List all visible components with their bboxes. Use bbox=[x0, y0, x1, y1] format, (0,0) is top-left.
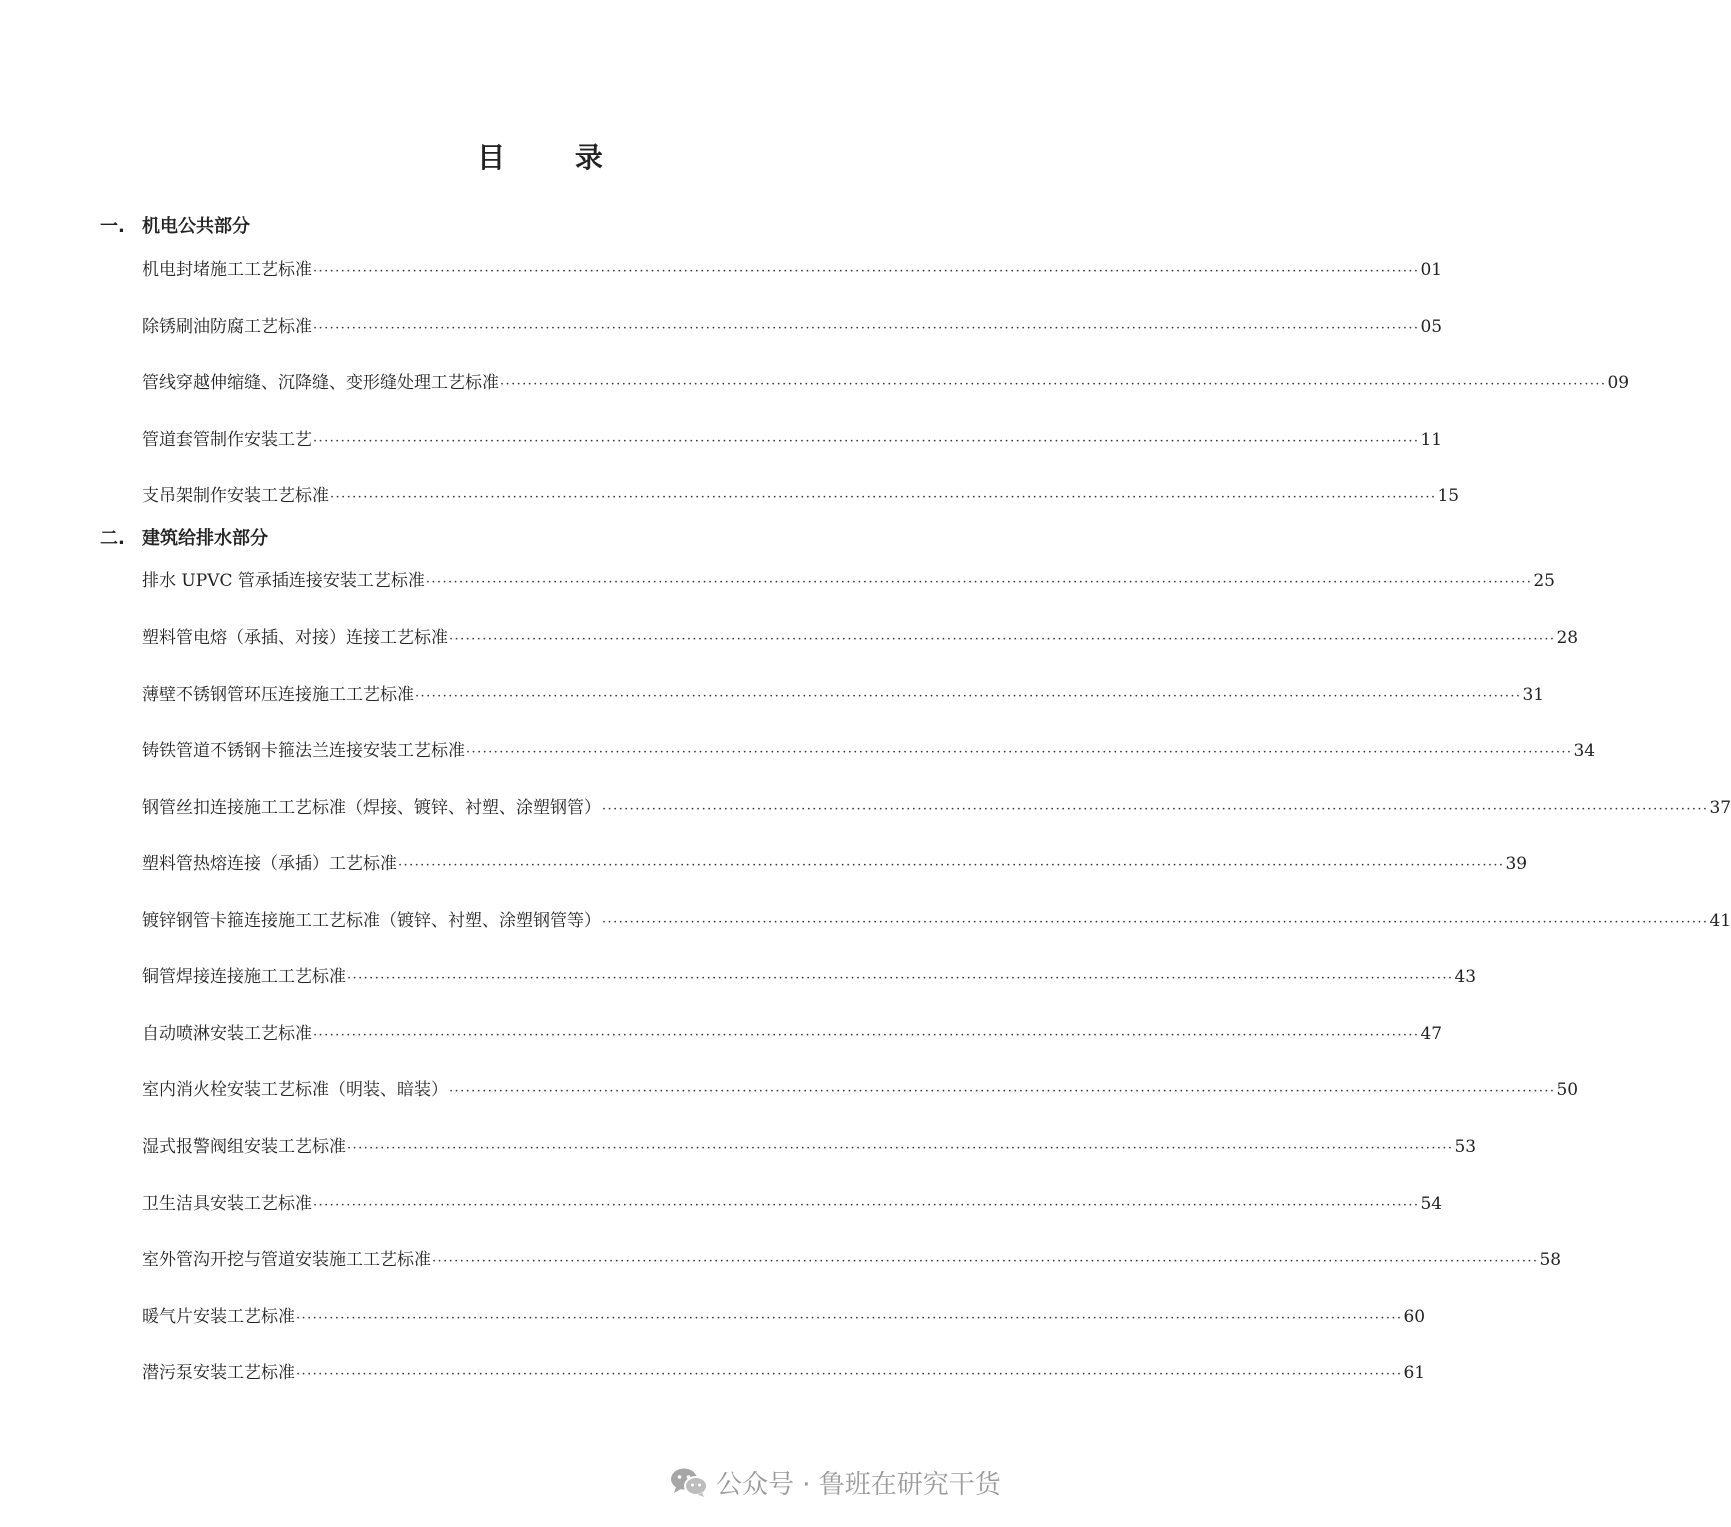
toc-entry-label: 卫生洁具安装工艺标准 bbox=[142, 1194, 312, 1214]
toc-entry-label: 湿式报警阀组安装工艺标准 bbox=[142, 1137, 346, 1157]
section-title: 建筑给排水部分 bbox=[142, 528, 268, 549]
section-number: 一. bbox=[100, 216, 125, 237]
toc-entry-label: 室外管沟开挖与管道安装施工工艺标准 bbox=[142, 1250, 431, 1270]
section-heading-1 bbox=[100, 212, 250, 242]
toc-entry-label: 自动喷淋安装工艺标准 bbox=[142, 1024, 312, 1044]
toc-entry-label: 潜污泵安装工艺标准 bbox=[142, 1363, 295, 1383]
toc-entry[interactable] bbox=[142, 1019, 1443, 1049]
toc-entry-page: 09 bbox=[1607, 373, 1630, 393]
toc-entry-page: 39 bbox=[1505, 854, 1528, 874]
toc-entry[interactable] bbox=[142, 1132, 1477, 1162]
toc-entry-label: 机电封堵施工工艺标准 bbox=[142, 260, 312, 280]
dot-leader: ········································································································································································································ bbox=[500, 377, 1607, 392]
toc-entry-page: 61 bbox=[1403, 1363, 1426, 1383]
dot-leader: ········································································································································································································ bbox=[347, 971, 1454, 986]
toc-entry-label: 钢管丝扣连接施工工艺标准（焊接、镀锌、衬塑、涂塑钢管） bbox=[142, 798, 601, 818]
toc-entry-page: 05 bbox=[1420, 317, 1443, 337]
toc-entry-page: 50 bbox=[1556, 1080, 1579, 1100]
toc-entry-page: 53 bbox=[1454, 1137, 1477, 1157]
toc-entry-label: 支吊架制作安装工艺标准 bbox=[142, 486, 329, 506]
toc-entry-page: 11 bbox=[1420, 430, 1443, 450]
toc-entry-label: 室内消火栓安装工艺标准（明装、暗装） bbox=[142, 1080, 448, 1100]
toc-entry-label: 管线穿越伸缩缝、沉降缝、变形缝处理工艺标准 bbox=[142, 373, 499, 393]
dot-leader: ········································································································································································································ bbox=[313, 264, 1420, 279]
dot-leader: ········································································································································································································ bbox=[347, 1141, 1454, 1156]
dot-leader: ········································································································································································································ bbox=[313, 434, 1420, 449]
toc-entry[interactable] bbox=[142, 1189, 1443, 1219]
dot-leader: ········································································································································································································ bbox=[398, 858, 1505, 873]
toc-entry-label: 除锈刷油防腐工艺标准 bbox=[142, 317, 312, 337]
dot-leader: ········································································································································································································ bbox=[313, 1028, 1420, 1043]
toc-entry[interactable] bbox=[142, 906, 1731, 936]
toc-entry[interactable] bbox=[142, 566, 1555, 596]
dot-leader: ········································································································································································································ bbox=[296, 1367, 1403, 1382]
dot-leader: ········································································································································································································ bbox=[296, 1311, 1403, 1326]
toc-entry-label: 镀锌钢管卡箍连接施工工艺标准（镀锌、衬塑、涂塑钢管等） bbox=[142, 911, 601, 931]
dot-leader: ········································································································································································································ bbox=[466, 745, 1573, 760]
toc-entry[interactable] bbox=[142, 312, 1443, 342]
dot-leader: ········································································································································································································ bbox=[449, 1084, 1556, 1099]
wechat-icon bbox=[670, 1466, 708, 1498]
toc-entry[interactable] bbox=[142, 680, 1545, 710]
dot-leader: ········································································································································································································ bbox=[602, 915, 1709, 930]
page-title: 目 录 bbox=[477, 141, 633, 174]
dot-leader: ········································································································································································································ bbox=[330, 490, 1437, 505]
toc-entry-page: 47 bbox=[1420, 1024, 1443, 1044]
toc-entry-page: 60 bbox=[1403, 1307, 1426, 1327]
section-title: 机电公共部分 bbox=[142, 216, 250, 237]
toc-entry-label: 薄壁不锈钢管环压连接施工工艺标准 bbox=[142, 685, 414, 705]
toc-entry[interactable] bbox=[142, 962, 1477, 992]
toc-entry[interactable] bbox=[142, 1302, 1426, 1332]
toc-entry-page: 28 bbox=[1556, 628, 1579, 648]
toc-entry[interactable] bbox=[142, 481, 1460, 511]
dot-leader: ········································································································································································································ bbox=[313, 1198, 1420, 1213]
toc-entry-label: 管道套管制作安装工艺 bbox=[142, 430, 312, 450]
dot-leader: ········································································································································································································ bbox=[602, 802, 1709, 817]
toc-entry-page: 58 bbox=[1539, 1250, 1562, 1270]
toc-entry-page: 54 bbox=[1420, 1194, 1443, 1214]
dot-leader: ········································································································································································································ bbox=[432, 1254, 1539, 1269]
toc-entry-label: 塑料管电熔（承插、对接）连接工艺标准 bbox=[142, 628, 448, 648]
section-number: 二. bbox=[100, 528, 125, 549]
toc-entry[interactable] bbox=[142, 255, 1443, 285]
toc-entry[interactable] bbox=[142, 1245, 1562, 1275]
toc-entry[interactable] bbox=[142, 1358, 1426, 1388]
toc-entry[interactable] bbox=[142, 623, 1579, 653]
section-heading-2 bbox=[100, 524, 268, 554]
toc-entry-page: 15 bbox=[1437, 486, 1460, 506]
toc-entry-page: 37 bbox=[1709, 798, 1731, 818]
toc-entry-label: 铸铁管道不锈钢卡箍法兰连接安装工艺标准 bbox=[142, 741, 465, 761]
dot-leader: ········································································································································································································ bbox=[425, 575, 1533, 590]
watermark-text: 公众号 · 鲁班在研究干货 bbox=[716, 1469, 1001, 1500]
toc-entry[interactable] bbox=[142, 736, 1596, 766]
toc-entry[interactable] bbox=[142, 793, 1731, 823]
toc-entry-page: 43 bbox=[1454, 967, 1477, 987]
toc-entry[interactable] bbox=[142, 1075, 1579, 1105]
toc-entry-label: 暖气片安装工艺标准 bbox=[142, 1307, 295, 1327]
toc-entry-page: 25 bbox=[1533, 571, 1555, 591]
dot-leader: ········································································································································································································ bbox=[449, 632, 1556, 647]
toc-entry[interactable] bbox=[142, 425, 1443, 455]
toc-entry-label: 排水 UPVC 管承插连接安装工艺标准 bbox=[142, 571, 425, 591]
toc-entry-page: 34 bbox=[1573, 741, 1596, 761]
toc-entry[interactable] bbox=[142, 368, 1630, 398]
toc-entry-page: 41 bbox=[1709, 911, 1731, 931]
dot-leader: ········································································································································································································ bbox=[415, 689, 1522, 704]
toc-entry[interactable] bbox=[142, 849, 1528, 879]
toc-entry-page: 01 bbox=[1420, 260, 1443, 280]
dot-leader: ········································································································································································································ bbox=[313, 321, 1420, 336]
toc-entry-page: 31 bbox=[1522, 685, 1545, 705]
watermark bbox=[670, 1462, 1001, 1502]
toc-entry-label: 塑料管热熔连接（承插）工艺标准 bbox=[142, 854, 397, 874]
toc-entry-label: 铜管焊接连接施工工艺标准 bbox=[142, 967, 346, 987]
